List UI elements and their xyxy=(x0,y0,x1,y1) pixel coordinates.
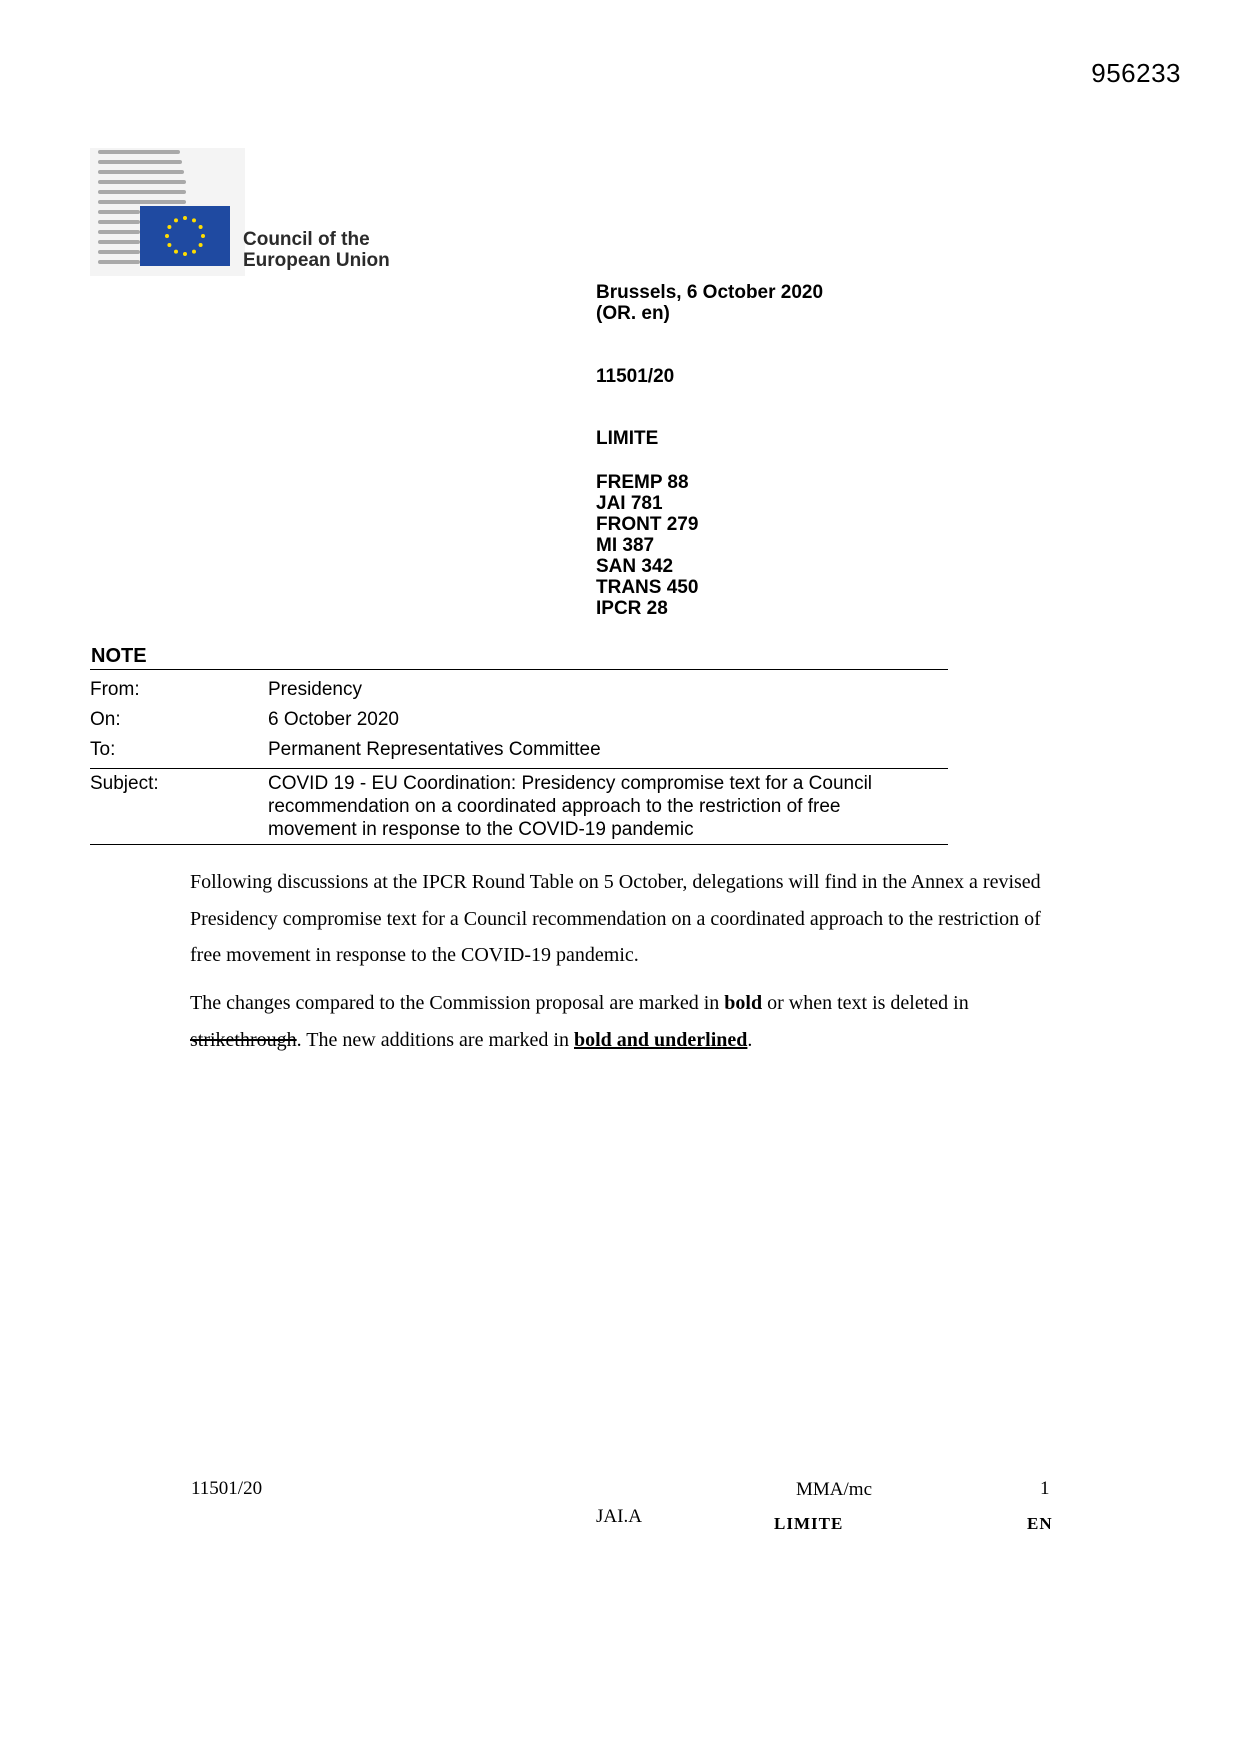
file-codes xyxy=(596,472,698,619)
body-paragraph-1: Following discussions at the IPCR Round Table on 5 October, delegations will find in the Annex a revised Presidency compromise text for a Council recommendation on a coordinated approach to the restriction of free movement in response to the COVID-19 pandemic. xyxy=(190,871,1041,966)
place-date: Brussels, 6 October 2020 xyxy=(596,282,824,303)
on-value: 6 October 2020 xyxy=(268,709,399,730)
note-table xyxy=(90,669,948,845)
table-row xyxy=(90,708,948,738)
footer-initials: MMA/mc xyxy=(796,1479,872,1500)
p2-bold: bold xyxy=(724,992,763,1014)
file-code: TRANS 450 xyxy=(596,577,699,598)
file-code: JAI 781 xyxy=(596,493,663,514)
table-row xyxy=(90,670,948,709)
p2-text: . The new additions are marked in xyxy=(296,1028,574,1051)
table-row xyxy=(90,769,948,845)
footer-page-number: 1 xyxy=(1040,1478,1050,1499)
classification: LIMITE xyxy=(596,428,659,449)
footer-classification: LIMITE xyxy=(774,1514,844,1533)
from-label: From: xyxy=(90,679,140,700)
footer-reference: 11501/20 xyxy=(191,1478,263,1499)
footer-unit: JAI.A xyxy=(596,1506,642,1527)
p2-bold-underlined: bold and underlined xyxy=(573,1028,748,1051)
footer-language: EN xyxy=(1027,1514,1053,1533)
council-logo xyxy=(90,148,245,276)
on-label: On: xyxy=(90,709,121,730)
p2-text: The changes compared to the Commission proposal are marked in xyxy=(190,992,725,1014)
file-code: SAN 342 xyxy=(596,556,674,577)
body-paragraph-2 xyxy=(190,985,1046,1058)
p2-text: or when text is deleted in xyxy=(762,992,969,1014)
subject-label: Subject: xyxy=(90,773,159,794)
document-number: 956233 xyxy=(1091,58,1181,88)
to-value: Permanent Representatives Committee xyxy=(268,738,948,769)
subject-value: COVID 19 - EU Coordination: Presidency compromise text for a Council recommendation on a coordinated approach to the restriction of free movement in response to the COVID-19 pandemic xyxy=(268,773,873,840)
file-code: MI 387 xyxy=(596,535,655,556)
file-code: FRONT 279 xyxy=(596,514,699,535)
to-label: To: xyxy=(90,738,268,769)
organization-line-2: European Union xyxy=(243,250,390,271)
organization-line-1: Council of the xyxy=(243,229,370,250)
place-date-block xyxy=(596,282,823,324)
table-row xyxy=(90,738,948,769)
note-label: NOTE xyxy=(91,645,147,667)
p2-strikethrough: strikethrough xyxy=(190,1028,297,1051)
reference-number: 11501/20 xyxy=(596,366,675,387)
from-value: Presidency xyxy=(268,679,362,700)
file-code: FREMP 88 xyxy=(596,472,689,493)
p2-end: . xyxy=(747,1028,753,1051)
original-language: (OR. en) xyxy=(596,303,670,324)
file-code: IPCR 28 xyxy=(596,598,668,619)
organization-name xyxy=(243,229,390,271)
eu-flag-icon xyxy=(140,206,230,266)
